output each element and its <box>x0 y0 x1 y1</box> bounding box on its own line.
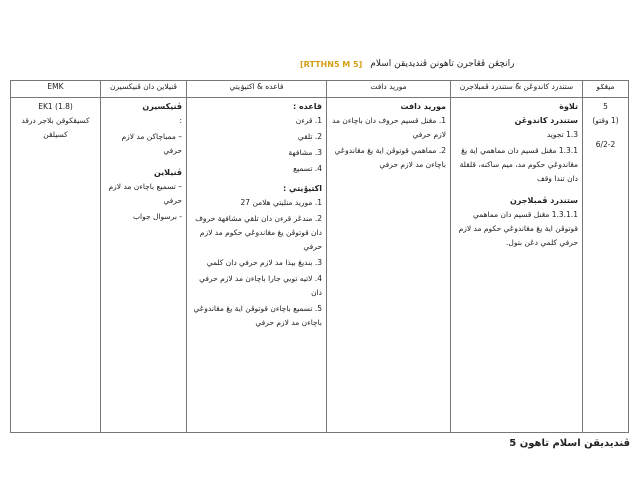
sk-title: ستندرد کاندوڠن <box>514 116 578 125</box>
header-standard: ستندرد کاندوڠن & ستندرد ڤمبلاجرن <box>451 81 583 98</box>
header-week: ميڠݢو <box>583 81 629 98</box>
method-4: 4. تسميع <box>293 164 322 173</box>
emk-code: EK1 (1.8) <box>38 102 73 111</box>
evaluation-item-1: – تسميع باچاءن مد لازم حرفي <box>108 182 182 205</box>
sp-title: ستندرد ڤمبلاجرن <box>509 196 578 205</box>
week-number: 5 <box>603 102 608 111</box>
emk-text: کسيڤکوقن بلاجر درقد کسيلڤن <box>21 116 90 139</box>
method-3: 3. مشافهة <box>288 148 322 157</box>
week-date: 6/2-2 <box>595 140 616 149</box>
page-footer: ڤنديديقن اسلام تاهون 5 <box>509 438 630 449</box>
table-header-row <box>11 81 629 98</box>
assessment-cell <box>101 98 187 433</box>
activity-1: 1. موريد منليتي هلامن 27 <box>240 198 322 207</box>
method-title: قاعده : <box>292 102 322 111</box>
header-content: موريد دافت <box>327 81 451 98</box>
unit-title: تلاوة <box>559 102 578 111</box>
week-duration: (1 وقتو) <box>592 116 619 125</box>
document-code: [RTTHN5 M 5] <box>300 59 363 69</box>
evaluation-title: ڤنيلاين <box>153 168 182 177</box>
standard-cell <box>451 98 583 433</box>
header-method: قاعده & اکتيۏيتي <box>187 81 327 98</box>
activity-4: 4. لاتيه توبي جارا باچاءن مد لازم حرفي دان <box>199 274 322 297</box>
assessment-item-1: – ممباچاکن مد لازم حرفي <box>121 132 182 155</box>
sk-item: 1.3 تجويد <box>546 130 578 139</box>
emk-cell <box>11 98 101 433</box>
sp-text: 1.3.1.1 مڠنل قسيم دان مماهمي قوتوڤن اية يڠ مڠاندوڠي حکوم مد لازم حرفي کلمي دڠن بتول. <box>458 210 578 247</box>
header-comment: ڤنيلاين دان ڤنيکسيرن <box>101 81 187 98</box>
table-row <box>11 98 629 433</box>
method-2: 2. تلقي <box>297 132 322 141</box>
activity-3: 3. بنديڠ بيذا مد لازم حرفي دان کلمي <box>206 258 322 267</box>
activity-5: 5. تسميع باچاءن قوتوڤن اية يڠ مڠاندوڠي باچاءن مد لازم حرفي <box>193 304 322 327</box>
week-cell <box>583 98 629 433</box>
content-item-2: 2. مماهمي قوتوڤن اية يڠ مڠاندوڠي باچاءن مد لازم حرفي <box>334 146 446 169</box>
content-item-1: 1. مڠنل قسيم حروف دان باچاءن مد لازم حرفي <box>332 116 446 139</box>
activity-2: 2. مندڠر قرءن دان تلقي مشافهة حروف دان قوتوڤن يڠ مڠاندوڠي حکوم مد لازم حرفي <box>195 214 322 251</box>
page-header <box>300 56 600 72</box>
assessment-colon: : <box>179 116 182 125</box>
method-cell <box>187 98 327 433</box>
activity-title: اکتيۏيتي : <box>283 184 322 193</box>
evaluation-item-2: - برسوال جواب <box>132 212 182 221</box>
assessment-title: ڤنيکسيرن <box>142 102 182 111</box>
content-title: موريد دافت <box>400 102 446 111</box>
header-emk: EMK <box>11 81 101 98</box>
method-1: 1. قرءن <box>295 116 322 125</box>
sk-text: 1.3.1 مڠنل قسيم دان مماهمي اية يڠ مڠاندوڠي حکوم مد، ميم ساکنه، قلقلة دان تندا وقف <box>459 146 578 183</box>
lesson-plan-table <box>10 80 629 433</box>
content-cell <box>327 98 451 433</box>
document-title: رانچڠن ڤڠاجرن تاهونن ڤنديديقن اسلام <box>370 59 515 69</box>
